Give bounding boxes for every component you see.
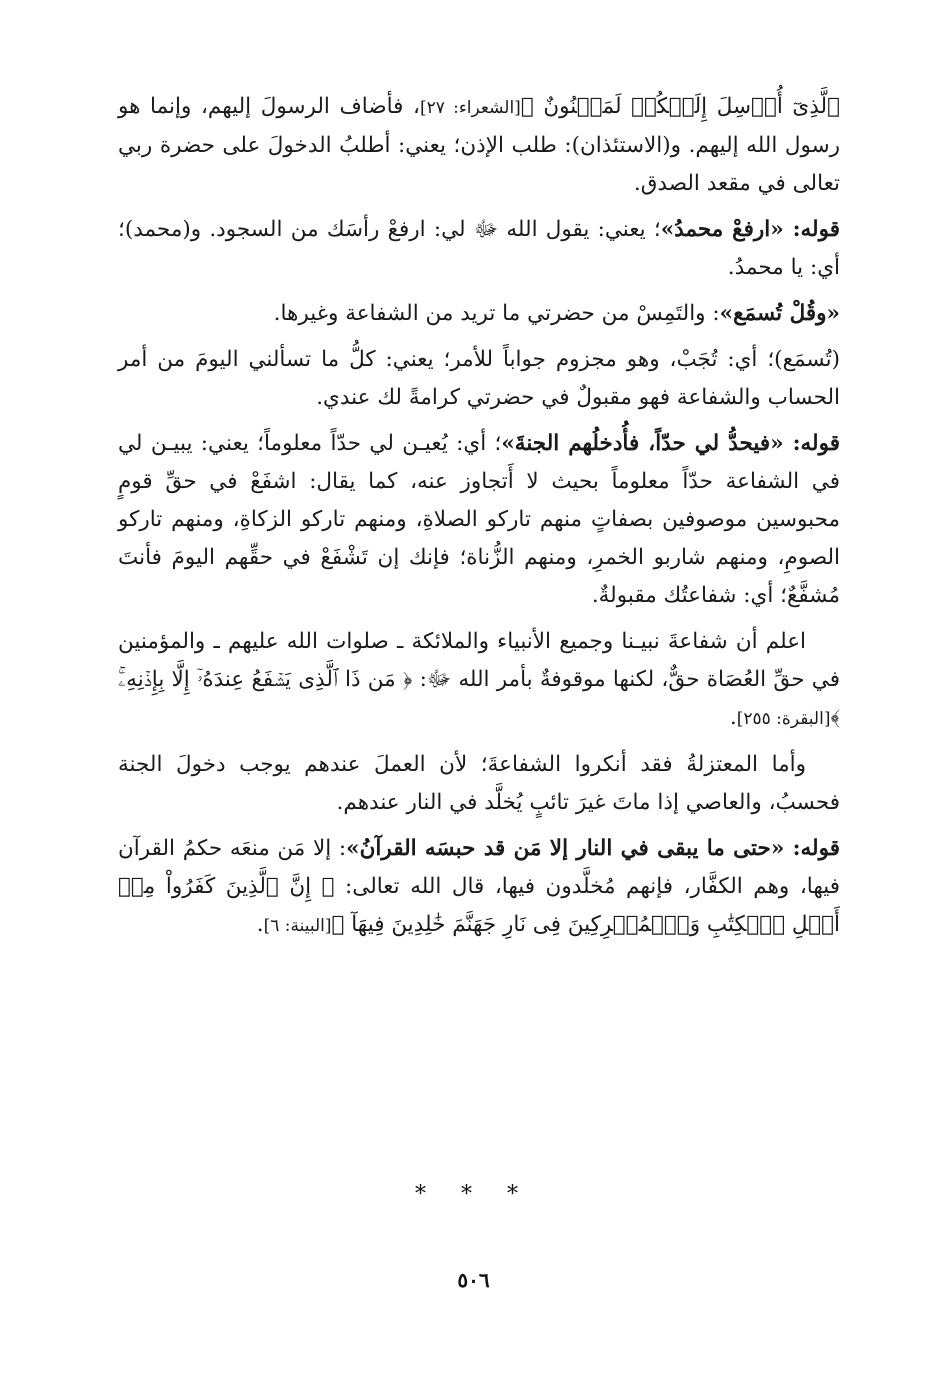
hadith-quote: قوله: «حتى ما يبقى في النار إلا مَن قد حبسَه القرآنُ»	[346, 836, 840, 861]
paragraph-7	[118, 746, 840, 822]
paragraph-4	[118, 341, 840, 417]
quran-verse: ٱلَّذِىٓ أُرۡسِلَ إِلَيۡكُمۡ لَمَجۡنُونٌ ﴾	[520, 94, 840, 119]
paragraph-text: وأما المعتزلةُ فقد أنكروا الشفاعةَ؛ لأن العملَ عندهم يوجب دخولَ الجنة فحسبُ، والعاصي إذا ماتَ غيرَ تائبٍ يُخلَّد في النار عندهم.	[118, 752, 840, 815]
quran-verse: ﴿ إِنَّ ٱلَّذِينَ كَفَرُواْ مِنۡ أَهۡلِ ٱلۡكِتَٰبِ وَٱلۡمُشۡرِكِينَ فِى نَارِ جَهَنَّمَ خَٰلِدِينَ فِيهَآ ﴾	[118, 874, 840, 937]
hadith-quote: قوله: «فيحدُّ لي حدّاً، فأُدخلُهم الجنةَ»	[501, 431, 840, 456]
paragraph-6	[118, 623, 840, 738]
paragraph-text: ، فأضاف الرسولَ إليهم، وإنما هو رسول الله إليهم. و(الاستئذان): طلب الإذن؛ يعني: أطلبُ الدخولَ على حضرة ربي تعالى في مقعد الصدق.	[118, 94, 840, 196]
paragraph-8	[118, 830, 840, 945]
paragraph-text: (تُسمَع)؛ أي: تُجَبْ، وهو مجزوم جواباً للأمر؛ يعني: كلُّ ما تسألني اليومَ من أمر الحساب والشفاعة فهو مقبولٌ في حضرتي كرامةً لك عندي.	[118, 347, 840, 410]
paragraph-text: : إلا مَن منعَه حكمُ القرآن فيها، وهم الكفَّار، فإنهم مُخلَّدون فيها، قال الله تعالى:	[118, 836, 840, 899]
paragraph-text: ؛ يعني: يقول الله ﷻ لي: ارفعْ رأسَك من السجود. و(محمد)؛ أي: يا محمدُ.	[118, 217, 840, 280]
paragraph-text: ؛ أي: يُعيـن لي حدّاً معلوماً؛ يعني: يبيـن لي في الشفاعة حدّاً معلوماً بحيث لا أَتجاوز عنه، كما يقال: اشفَعْ في حقِّ قومٍ محبوسين موصوفين بصفاتٍ منهم تاركو الصلاةِ، ومنهم تاركو الزكاةِ، ومنهم تاركو الصومِ، ومنهم شاربو الخمرِ، ومنهم الزُّناة؛ فإنك إن تَشْفَعْ في حقِّهم اليومَ فأنتَ مُشفَّعٌ؛ أي: شفاعتُك مقبولةٌ.	[118, 431, 840, 608]
paragraph-text: .	[729, 705, 737, 730]
paragraph-text: اعلم أن شفاعةَ نبيـنا وجميع الأنبياء والملائكة ـ صلوات الله عليهم ـ والمؤمنين في حقِّ العُصَاة حقٌّ، لكنها موقوفةٌ بأمر الله ﷻ:	[118, 629, 840, 692]
page-body	[118, 88, 840, 953]
paragraph-3	[118, 295, 840, 333]
paragraph-5	[118, 425, 840, 615]
paragraph-1	[118, 88, 840, 203]
verse-reference: [الشعراء: ٢٧]	[420, 98, 521, 118]
hadith-quote: قوله: «ارفعْ محمدُ»	[660, 217, 840, 242]
hadith-quote: «وقُلْ تُسمَع»	[719, 301, 840, 326]
verse-reference: [البقرة: ٢٥٥]	[736, 709, 831, 729]
paragraph-text: .	[256, 912, 264, 937]
quran-verse: ﴿ مَن ذَا ٱلَّذِى يَشۡفَعُ عِندَهُۥٓ إِلَّا بِإِذۡنِهِۦۚ ﴾	[118, 667, 840, 730]
section-separator: * * *	[415, 1182, 532, 1207]
paragraph-2	[118, 211, 840, 287]
page-number: ٥٠٦	[457, 1268, 490, 1292]
verse-reference: [البينة: ٦]	[263, 916, 332, 936]
paragraph-text: : والتَمِسْ من حضرتي ما تريد من الشفاعة وغيرها.	[273, 301, 720, 326]
